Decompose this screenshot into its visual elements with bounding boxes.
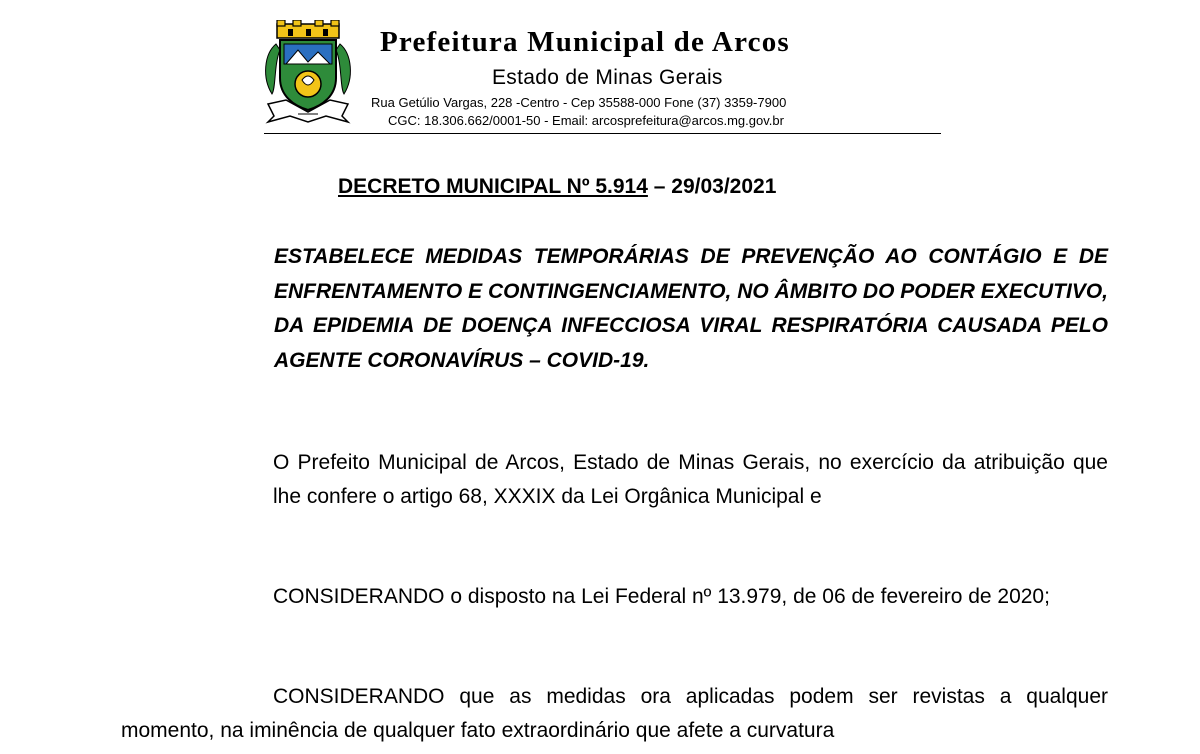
- considering-paragraph-2: CONSIDERANDO que as medidas ora aplicadas podem ser revistas a qualquer momento, na iminência de qualquer fato extraordinário que afete a curvatura: [121, 685, 1108, 742]
- decree-date: 29/03/2021: [671, 175, 777, 198]
- municipality-title: Prefeitura Municipal de Arcos: [380, 26, 790, 58]
- decree-number: DECRETO MUNICIPAL Nº 5.914: [338, 175, 648, 198]
- municipal-coat-of-arms-icon: [262, 20, 354, 124]
- decree-separator: –: [647, 175, 672, 198]
- address-line: Rua Getúlio Vargas, 228 -Centro - Cep 35588-000 Fone (37) 3359-7900: [371, 95, 787, 110]
- contact-line: CGC: 18.306.662/0001-50 - Email: arcosprefeitura@arcos.mg.gov.br: [388, 113, 784, 128]
- preamble-paragraph: O Prefeito Municipal de Arcos, Estado de Minas Gerais, no exercício da atribuição que lhe confere o artigo 68, XXXIX da Lei Orgânica Municipal e: [273, 451, 1108, 508]
- considering-paragraph-1: CONSIDERANDO o disposto na Lei Federal nº 13.979, de 06 de fevereiro de 2020;: [273, 585, 1050, 608]
- decree-summary: ESTABELECE MEDIDAS TEMPORÁRIAS DE PREVENÇÃO AO CONTÁGIO E DE ENFRENTAMENTO E CONTINGENCIAMENTO, NO ÂMBITO DO PODER EXECUTIVO, DA EPIDEMIA DE DOENÇA INFECCIOSA VIRAL RESPIRATÓRIA CAUSADA PELO AGENTE CORONAVÍRUS – COVID-19.: [274, 245, 1108, 372]
- decree-heading: [338, 175, 776, 199]
- header-divider: [264, 133, 941, 134]
- state-subtitle: Estado de Minas Gerais: [492, 66, 723, 89]
